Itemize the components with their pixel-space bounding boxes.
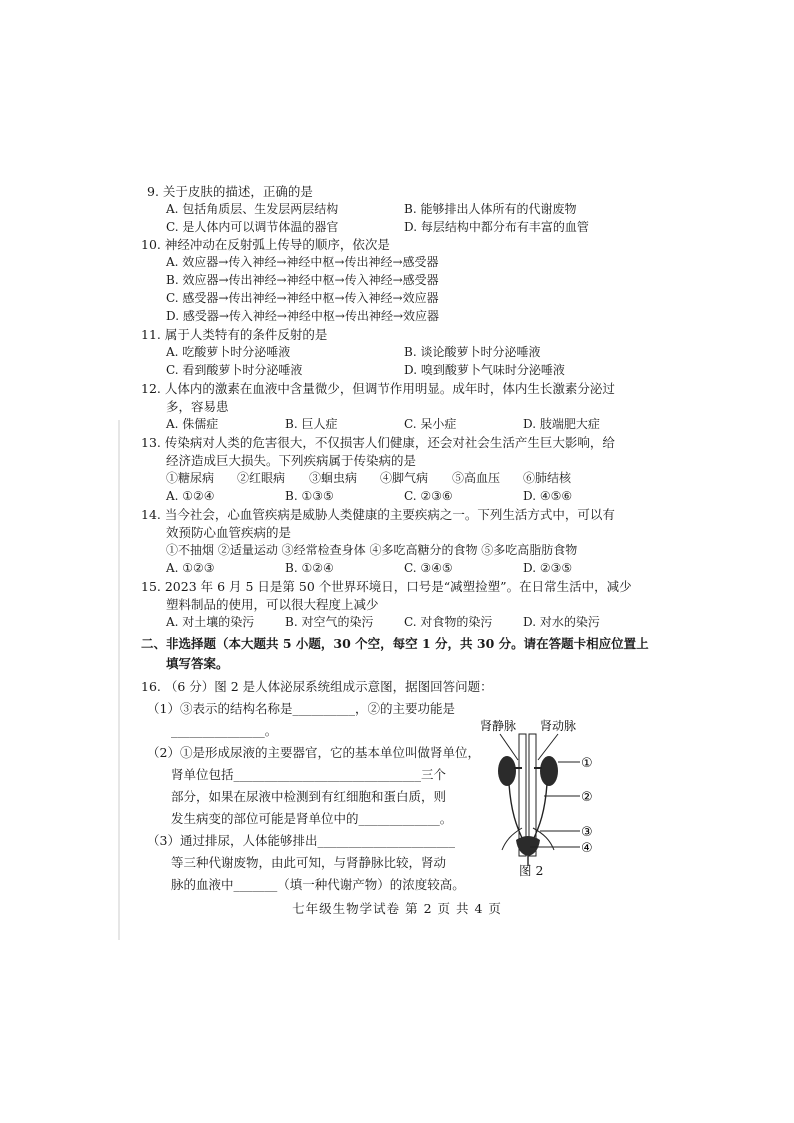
marker-1: ①: [581, 756, 593, 771]
q9-stem: 9. 关于皮肤的描述，正确的是: [147, 184, 313, 199]
q13-option-a: A. ①②④: [166, 489, 215, 503]
marker-2: ②: [581, 790, 593, 805]
q9-option-a: A. 包括角质层、生发层两层结构: [166, 202, 339, 216]
section2-heading-line2: 填写答案。: [166, 656, 229, 671]
left-kidney: [498, 756, 516, 786]
q15-option-a: A. 对土壤的染污: [166, 615, 255, 629]
q11-option-d: D. 嗅到酸萝卜气味时分泌唾液: [404, 363, 565, 377]
q11-option-a: A. 吃酸萝卜时分泌唾液: [166, 345, 291, 359]
q13-option-b: B. ①③⑤: [285, 489, 334, 503]
q11-option-b: B. 谈论酸萝卜时分泌唾液: [404, 345, 541, 359]
q16-part1-line1: （1）③表示的结构名称是__________，②的主要功能是: [147, 701, 455, 716]
q16-part3-line3: 脉的血液中_______（填一种代谢产物）的浓度较高。: [171, 877, 465, 892]
q16-intro: 16. （6 分）图 2 是人体泌尿系统组成示意图，据图回答问题：: [141, 679, 493, 694]
q9-option-b: B. 能够排出人体所有的代谢废物: [404, 202, 577, 216]
q14-stem-line2: 效预防心血管疾病的是: [166, 525, 292, 540]
q12-stem-line2: 多，容易患: [166, 399, 229, 414]
q13-stem-line2: 经济造成巨大损失。下列疾病属于传染病的是: [166, 453, 417, 468]
q12-option-a: A. 侏儒症: [166, 417, 219, 431]
q10-option-c: C. 感受器→传出神经→神经中枢→传入神经→效应器: [166, 291, 439, 305]
renal-vein-leader-line: [500, 734, 518, 760]
q15-option-d: D. 对水的染污: [523, 615, 600, 629]
q11-stem: 11. 属于人类特有的条件反射的是: [141, 327, 328, 342]
q13-option-d: D. ④⑤⑥: [523, 489, 573, 503]
q9-option-c: C. 是人体内可以调节体温的器官: [166, 220, 339, 234]
q16-part2-line3: 部分，如果在尿液中检测到有红细胞和蛋白质，则: [171, 789, 447, 804]
q12-option-c: C. 呆小症: [404, 417, 457, 431]
q10-option-b: B. 效应器→传出神经→神经中枢→传入神经→感受器: [166, 273, 439, 287]
scan-edge-line: [118, 420, 120, 940]
q10-option-a: A. 效应器→传入神经→神经中枢→传出神经→感受器: [166, 255, 439, 269]
q10-stem: 10. 神经冲动在反射弧上传导的顺序，依次是: [141, 237, 390, 252]
q13-item-4: ④脚气病: [380, 471, 429, 485]
q13-stem-line1: 13. 传染病对人类的危害很大，不仅损害人们健康，还会对社会生活产生巨大影响，给: [141, 435, 615, 450]
q12-option-d: D. 肢端肥大症: [523, 417, 600, 431]
q13-item-2: ②红眼病: [237, 471, 286, 485]
q12-stem-line1: 12. 人体内的激素在血液中含量微少，但调节作用明显。成年时，体内生长激素分泌过: [141, 381, 615, 396]
q16-part2-line4: 发生病变的部位可能是肾单位中的_____________。: [171, 811, 453, 826]
marker-3: ③: [581, 825, 593, 840]
section2-heading-line1: 二、非选择题（本大题共 5 小题，30 个空，每空 1 分，共 30 分。请在答题卡相应位置上: [141, 636, 649, 651]
q15-stem-line1: 15. 2023 年 6 月 5 日是第 50 个世界环境日，口号是“减塑捡塑”。在日常生活中，减少: [141, 579, 632, 594]
q13-item-3: ③蛔虫病: [309, 471, 358, 485]
q11-option-c: C. 看到酸萝卜时分泌唾液: [166, 363, 303, 377]
renal-vein-label: 肾静脉: [480, 719, 517, 733]
figure-caption: 图 2: [519, 863, 544, 878]
marker-4: ④: [581, 841, 593, 856]
q14-option-c: C. ③④⑤: [404, 561, 453, 575]
urinary-system-diagram: [478, 716, 598, 876]
q9-option-d: D. 每层结构中都分布有丰富的血管: [404, 220, 589, 234]
q16-part1-line2: _______________。: [171, 723, 278, 738]
q16-part2-line1: （2）①是形成尿液的主要器官，它的基本单位叫做肾单位，: [147, 745, 480, 760]
q13-item-1: ①糖尿病: [166, 471, 215, 485]
q10-option-d: D. 感受器→传入神经→神经中枢→传出神经→效应器: [166, 309, 440, 323]
right-kidney: [540, 756, 558, 786]
q16-part2-line2: 肾单位包括______________________________三个: [171, 767, 447, 782]
q15-option-c: C. 对食物的染污: [404, 615, 493, 629]
q15-option-b: B. 对空气的染污: [285, 615, 374, 629]
q16-part3-line2: 等三种代谢废物，由此可知，与肾静脉比较，肾动: [171, 855, 447, 870]
q14-option-b: B. ①②④: [285, 561, 334, 575]
q14-items: ①不抽烟 ②适量运动 ③经常检查身体 ④多吃高糖分的食物 ⑤多吃高脂肪食物: [166, 543, 578, 557]
q14-stem-line1: 14. 当今社会，心血管疾病是威胁人类健康的主要疾病之一。下列生活方式中，可以有: [141, 507, 615, 522]
q14-option-a: A. ①②③: [166, 561, 215, 575]
q13-option-c: C. ②③⑥: [404, 489, 453, 503]
q13-item-5: ⑤高血压: [452, 471, 501, 485]
renal-artery-label: 肾动脉: [540, 719, 577, 733]
q13-item-6: ⑥肺结核: [523, 471, 572, 485]
q12-option-b: B. 巨人症: [285, 417, 338, 431]
page-footer: 七年级生物学试卷 第 2 页 共 4 页: [292, 901, 502, 916]
q14-option-d: D. ②③⑤: [523, 561, 573, 575]
q15-stem-line2: 塑料制品的使用，可以很大程度上减少: [166, 597, 379, 612]
q16-part3-line1: （3）通过排尿，人体能够排出______________________: [147, 833, 455, 848]
